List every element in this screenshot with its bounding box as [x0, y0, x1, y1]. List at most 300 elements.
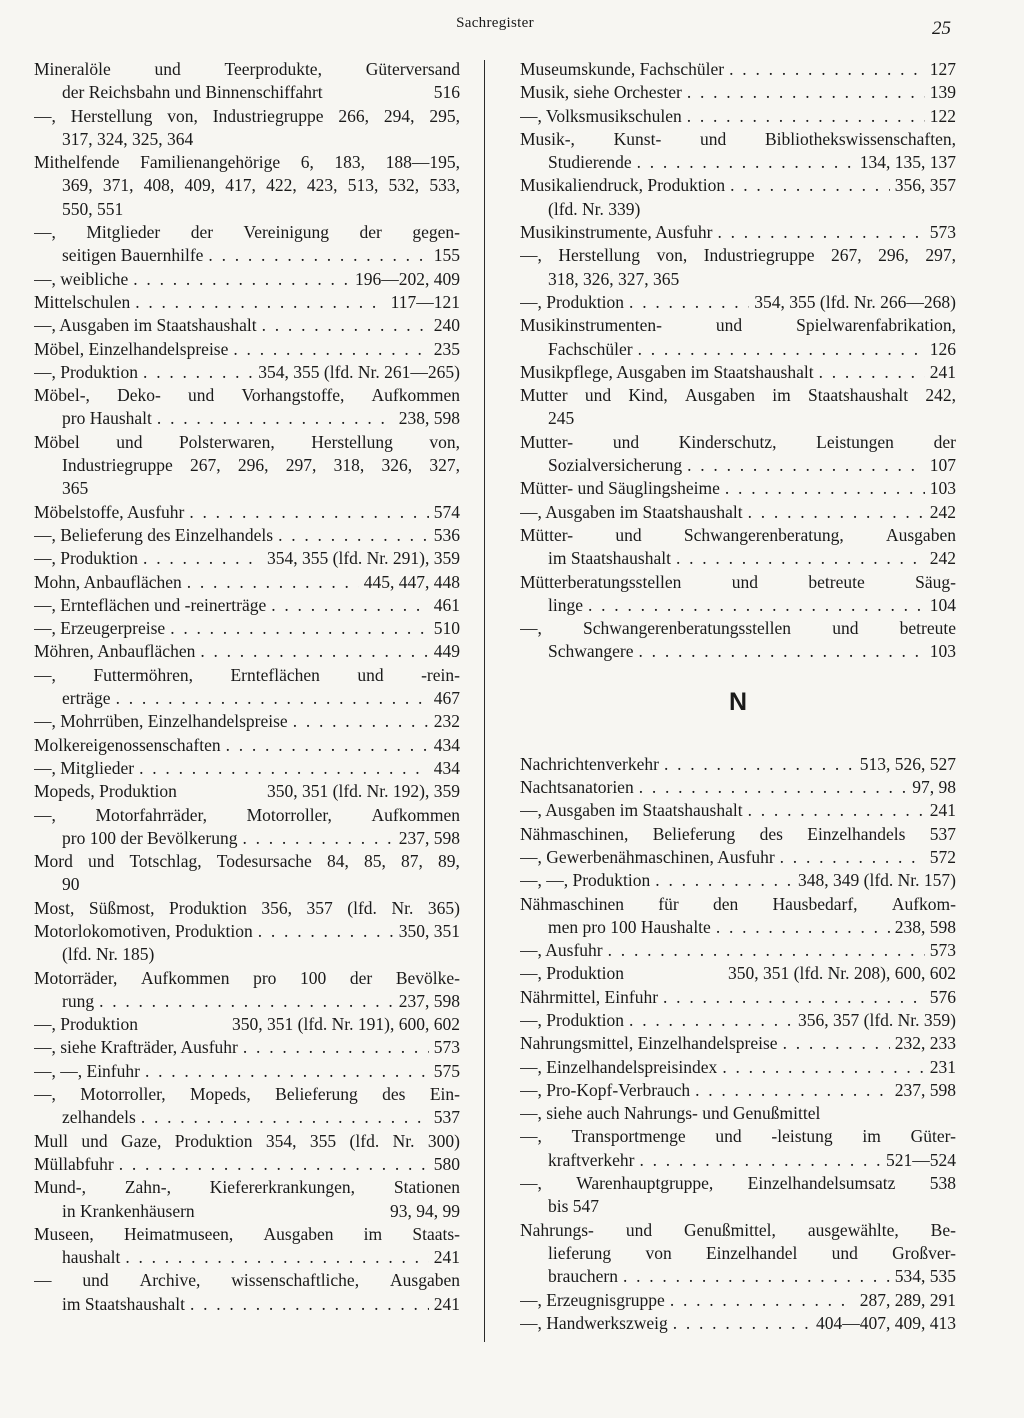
entry-word: 296, [237, 455, 269, 476]
index-entry [34, 291, 460, 314]
entry-word: Most, [34, 897, 75, 918]
page-reference: 242 [929, 548, 956, 569]
entry-continuation-line: 317, 324, 325, 364 [62, 128, 194, 149]
index-entry [34, 501, 460, 524]
index-entry [34, 617, 460, 640]
entry-word: Mütter- [520, 524, 574, 545]
page-reference: 350, 351 (lfd. Nr. 192), 359 [267, 781, 460, 802]
entry-word: Schwangerenberatung, [683, 524, 844, 545]
entry-term: erträge [62, 688, 111, 709]
entry-word: des [759, 823, 783, 844]
entry-word: Genußmittel, [684, 1219, 776, 1240]
entry-word: von [645, 1242, 672, 1263]
page-reference: 241 [433, 1247, 460, 1268]
entry-continuation-line: bis 547 [548, 1196, 600, 1217]
index-entry [520, 617, 956, 664]
index-entry [520, 869, 956, 892]
dot-leader [629, 291, 749, 314]
entry-continuation-line [520, 1242, 956, 1265]
entry-term: —, Pro-Kopf-Verbrauch [520, 1079, 691, 1100]
entry-term: Molkereigenossenschaften [34, 734, 221, 755]
entry-word: Museen, [34, 1223, 94, 1244]
dot-leader [208, 244, 428, 267]
index-entry [34, 221, 460, 268]
running-title: Sachregister [456, 15, 534, 31]
index-entry [520, 501, 956, 524]
entry-word: Güterversand [365, 59, 460, 79]
index-entry [34, 58, 460, 105]
right-column [520, 58, 956, 1335]
entry-word: und [700, 128, 727, 149]
entry-word: Industriegruppe [212, 105, 324, 126]
dot-leader [670, 1289, 855, 1312]
entry-word: und [715, 1126, 742, 1147]
entry-word: pro [253, 967, 277, 988]
entry-word: im [363, 1223, 383, 1244]
entry-continuation-line: 365 [62, 478, 89, 499]
entry-word: Produktion [174, 1130, 253, 1151]
page-reference: 231 [929, 1056, 956, 1077]
page-reference: 350, 351 (lfd. Nr. 191), 600, 602 [232, 1014, 460, 1035]
entry-term: —, Produktion [34, 548, 139, 569]
index-entry [34, 1060, 460, 1083]
entry-line [520, 174, 956, 197]
entry-line [520, 314, 956, 337]
dot-leader [638, 338, 925, 361]
entry-word: —, [520, 618, 542, 639]
entry-line [34, 850, 460, 873]
index-entry [34, 897, 460, 920]
index-entry [520, 361, 956, 384]
dot-leader [655, 869, 793, 892]
entry-word: des [382, 1084, 406, 1105]
entry-word: Aufkommen [140, 967, 230, 988]
entry-word: der [359, 222, 382, 243]
entry-word: 297, [925, 245, 956, 266]
index-entry [520, 1125, 956, 1172]
page-reference: 237, 598 [894, 1079, 956, 1100]
page-reference: 434 [433, 757, 460, 778]
entry-word: 369, [62, 175, 93, 196]
index-entry [520, 1056, 956, 1079]
entry-line [520, 823, 956, 846]
entry-line [520, 524, 956, 547]
entry-word: — [34, 1270, 52, 1291]
entry-line [520, 58, 956, 81]
dot-leader [637, 151, 855, 174]
entry-term: —, Gewerbenähmaschinen, Ausfuhr [520, 846, 775, 867]
entry-term: —, Erzeugerpreise [34, 618, 166, 639]
entry-term: Nahrungsmittel, Einzelhandelspreise [520, 1033, 778, 1054]
entry-word: Musikinstrumenten- [520, 315, 662, 336]
entry-line [34, 897, 460, 920]
index-entry [34, 268, 460, 291]
entry-word: Ein- [429, 1084, 460, 1105]
entry-word: -rein- [421, 664, 460, 685]
page-reference: 238, 598 [894, 916, 956, 937]
index-entry [34, 338, 460, 361]
entry-word: im [772, 385, 791, 406]
entry-line [34, 431, 460, 454]
entry-word: Archive, [139, 1270, 201, 1291]
page-reference: 122 [929, 105, 956, 126]
entry-line [520, 128, 956, 151]
entry-word: Todesursache [216, 851, 312, 872]
entry-term: Musikinstrumente, Ausfuhr [520, 222, 713, 243]
entry-word: gegen- [412, 222, 460, 243]
index-entry [34, 804, 460, 851]
entry-line [34, 780, 460, 803]
entry-word: Musik-, [520, 128, 575, 149]
page-reference: 467 [433, 688, 460, 709]
entry-term: Müllabfuhr [34, 1153, 114, 1174]
entry-word: —, [520, 245, 542, 266]
entry-line [34, 361, 460, 384]
dot-leader [187, 571, 359, 594]
entry-line [520, 869, 956, 892]
entry-word: 409, [184, 175, 216, 196]
page-reference: 356, 357 (lfd. Nr. 359) [798, 1009, 956, 1030]
index-entry [34, 1269, 460, 1316]
entry-line [34, 338, 460, 361]
entry-line [34, 1036, 460, 1059]
page-reference: 573 [929, 222, 956, 243]
entry-line [520, 501, 956, 524]
entry-word: 295, [429, 105, 460, 126]
entry-word: Herstellung [70, 105, 153, 126]
entry-word: 188—195, [385, 152, 460, 173]
entry-term: Musikaliendruck, Produktion [520, 175, 726, 196]
entry-word: 327, [429, 455, 460, 476]
entry-word: Motorräder, [34, 967, 118, 988]
entry-line [520, 291, 956, 314]
entry-continuation-line [520, 1265, 956, 1288]
page-reference: 516 [433, 82, 460, 103]
entry-word: Aufkommen [371, 804, 460, 825]
entry-word: —, [520, 1173, 542, 1194]
dot-leader [170, 617, 429, 640]
entry-line [520, 431, 956, 454]
entry-word: Mutter [520, 385, 568, 406]
entry-line [520, 617, 956, 640]
entry-continuation-line [34, 174, 460, 197]
dot-leader [143, 361, 253, 384]
page-reference: 232, 233 [894, 1033, 956, 1054]
entry-word: Spielwarenfabrikation, [796, 315, 956, 336]
entry-word: Warenhauptgruppe, [576, 1173, 714, 1194]
entry-line [520, 1056, 956, 1079]
entry-continuation-line [34, 1106, 460, 1129]
entry-word: —, [34, 804, 56, 825]
index-entry [34, 314, 460, 337]
entry-term: —, Einzelhandelspreisindex [520, 1056, 718, 1077]
index-entry [34, 757, 460, 780]
entry-word: 89, [438, 851, 460, 872]
entry-word: Produktion [169, 897, 247, 918]
index-entry [34, 780, 460, 803]
dot-leader [639, 776, 908, 799]
entry-line [520, 384, 956, 407]
entry-word: Ausgaben [685, 385, 755, 406]
entry-term: Studierende [548, 152, 632, 173]
page-reference: 573 [433, 1037, 460, 1058]
page-reference: 573 [929, 940, 956, 961]
index-entry [520, 1009, 956, 1032]
entry-line [34, 1153, 460, 1176]
index-entry [34, 594, 460, 617]
entry-term: —, Handwerkszweig [520, 1312, 668, 1333]
entry-term: —, Produktion [520, 1009, 625, 1030]
entry-word: Bevölke- [395, 967, 460, 988]
page-reference: 240 [433, 315, 460, 336]
dot-leader [293, 710, 429, 733]
entry-line [34, 291, 460, 314]
entry-continuation-line [34, 687, 460, 710]
entry-term: pro Haushalt [62, 408, 152, 429]
index-entry [520, 776, 956, 799]
entry-word: der [349, 967, 373, 988]
dot-leader [271, 594, 429, 617]
entry-line [520, 799, 956, 822]
index-entry [520, 823, 956, 846]
entry-word: -leistung [771, 1126, 833, 1147]
entry-word: für [658, 893, 679, 914]
entry-continuation-line [520, 916, 956, 939]
index-entry [520, 1079, 956, 1102]
entry-term: —, Ausfuhr [520, 940, 603, 961]
entry-word: Großver- [892, 1242, 956, 1263]
entry-word: Polsterwaren, [178, 431, 275, 452]
index-entry [520, 893, 956, 940]
entry-term: Musikpflege, Ausgaben im Staatshaushalt [520, 361, 814, 382]
entry-word: 87, [401, 851, 423, 872]
entry-word: Aufkom- [891, 893, 956, 914]
entry-word: 326, [381, 455, 413, 476]
page-reference: 434 [433, 734, 460, 755]
entry-word: 513, [347, 175, 379, 196]
entry-word: und [731, 571, 758, 592]
dot-leader [243, 1036, 429, 1059]
entry-term: —, Volksmusikschulen [520, 105, 682, 126]
dot-leader [783, 1032, 890, 1055]
index-entry [34, 1153, 460, 1176]
entry-continuation-line: 245 [548, 408, 575, 429]
entry-word: Vereinigung [243, 222, 330, 243]
entry-term: Möbelstoffe, Ausfuhr [34, 501, 185, 522]
page-reference: 580 [433, 1153, 460, 1174]
page-reference: 536 [433, 524, 460, 545]
entry-word: Mütterberatungsstellen [520, 571, 682, 592]
dot-leader [133, 268, 350, 291]
dot-leader [119, 1153, 429, 1176]
page-reference: 354, 355 (lfd. Nr. 291), 359 [267, 548, 460, 569]
entry-word: betreute [808, 571, 865, 592]
index-entry [34, 1036, 460, 1059]
dot-leader [687, 81, 925, 104]
entry-word: und [715, 315, 743, 336]
index-entry [520, 291, 956, 314]
entry-word: 371, [102, 175, 134, 196]
entry-word: und [154, 59, 181, 79]
dot-leader [722, 1056, 924, 1079]
entry-line [34, 1130, 460, 1153]
page-reference: 196—202, 409 [355, 268, 460, 289]
entry-word: lieferung [548, 1242, 612, 1263]
dot-leader [663, 986, 925, 1009]
index-entry [520, 571, 956, 618]
index-entry [520, 244, 956, 291]
entry-word: und [615, 524, 642, 545]
index-entry [34, 571, 460, 594]
dot-leader [780, 846, 925, 869]
entry-term: men pro 100 Haushalte [548, 916, 711, 937]
entry-word: 266, [338, 105, 370, 126]
entry-continuation-line [520, 1149, 956, 1172]
entry-word: 423, [306, 175, 338, 196]
entry-word: Leistungen [816, 431, 894, 452]
entry-line [34, 920, 460, 943]
entry-term: der Reichsbahn und Binnenschiffahrt [62, 82, 323, 103]
page-reference: 348, 349 (lfd. Nr. 157) [798, 870, 956, 891]
entry-word: den [712, 893, 739, 914]
dot-leader [687, 454, 925, 477]
entry-word: Deko- [117, 385, 161, 406]
entry-word: Industriegruppe [703, 245, 815, 266]
entry-word: —, [34, 664, 56, 685]
entry-line [520, 1312, 956, 1335]
entry-word: Nähmaschinen [520, 893, 624, 914]
page-reference: 237, 598 [398, 827, 460, 848]
entry-word: 417, [225, 175, 256, 196]
entry-term: Fachschüler [548, 338, 633, 359]
entry-term: —, Produktion [520, 963, 625, 984]
entry-word: Kiefererkrankungen, [209, 1177, 356, 1198]
entry-line [34, 1013, 460, 1036]
entry-line [34, 571, 460, 594]
entry-word: 296, [878, 245, 909, 266]
index-entry [520, 846, 956, 869]
entry-word: 354, [265, 1130, 297, 1151]
index-entry [34, 1223, 460, 1270]
entry-term: Mohn, Anbauflächen [34, 571, 182, 592]
entry-word: Mineralöle [34, 59, 111, 79]
entry-term: —, Mitglieder [34, 757, 135, 778]
page-reference: 575 [433, 1060, 460, 1081]
dot-leader [588, 594, 925, 617]
entry-word: Futtermöhren, [93, 664, 193, 685]
dot-leader [748, 799, 925, 822]
entry-word: Süßmost, [88, 897, 155, 918]
entry-word: und [625, 1219, 653, 1240]
entry-word: —, [520, 1126, 542, 1147]
dot-leader [242, 827, 393, 850]
entry-line [520, 1079, 956, 1102]
dot-leader [190, 1293, 429, 1316]
entry-term: in Krankenhäusern [62, 1200, 195, 1221]
entry-continuation-line: 318, 326, 327, 365 [548, 268, 680, 289]
index-entry [520, 1172, 956, 1219]
entry-line [34, 151, 460, 174]
page-number: 25 [932, 18, 951, 39]
index-entry [34, 547, 460, 570]
entry-term: Museumskunde, Fachschüler [520, 59, 725, 79]
entry-line [520, 1032, 956, 1055]
dot-leader [139, 757, 429, 780]
entry-line [34, 1269, 460, 1292]
index-entry [520, 58, 956, 81]
dot-leader [629, 1009, 793, 1032]
dot-leader [676, 547, 925, 570]
page-reference: 155 [433, 245, 460, 266]
index-entry [34, 734, 460, 757]
entry-word: Motorroller, [80, 1084, 166, 1105]
dot-leader [819, 361, 925, 384]
dot-leader [730, 174, 890, 197]
entry-word: Ausgaben [885, 524, 956, 545]
entry-term: —, —, Einfuhr [34, 1060, 140, 1081]
column-divider [484, 60, 485, 1342]
entry-word: Motorfahrräder, [95, 804, 208, 825]
page-reference: 350, 351 [398, 920, 460, 941]
entry-line [520, 361, 956, 384]
entry-continuation-line [520, 547, 956, 570]
dot-leader [145, 1060, 429, 1083]
entry-term: haushalt [62, 1247, 121, 1268]
entry-word: ausgewählte, [807, 1219, 899, 1240]
entry-word: Motorroller, [246, 804, 332, 825]
left-column [34, 58, 460, 1316]
dot-leader [226, 734, 429, 757]
entry-word: der [190, 222, 214, 243]
page-reference: 139 [929, 82, 956, 103]
index-entry [520, 753, 956, 776]
section-m-entries [520, 58, 956, 664]
entry-line [34, 664, 460, 687]
index-entry [520, 1312, 956, 1335]
entry-term: Sozialversicherung [548, 455, 683, 476]
index-entry [520, 1219, 956, 1289]
entry-line [34, 1176, 460, 1199]
entry-line [520, 1009, 956, 1032]
entry-word: Zahn-, [124, 1177, 171, 1198]
entry-word: 297, [285, 455, 317, 476]
entry-word: und [88, 851, 115, 872]
entry-line [520, 105, 956, 128]
page-reference: 107 [929, 455, 956, 476]
dot-leader [718, 221, 925, 244]
entry-word: 318, [333, 455, 365, 476]
entry-word: und [584, 385, 612, 406]
entry-term: Schwangere [548, 641, 634, 662]
page-reference: 242 [929, 501, 956, 522]
entry-line [34, 617, 460, 640]
page-reference: 404—407, 409, 413 [816, 1312, 956, 1333]
entry-term: Mittelschulen [34, 291, 131, 312]
page-reference: 235 [433, 338, 460, 359]
dot-leader [748, 501, 925, 524]
entry-word: Staats- [412, 1223, 460, 1244]
entry-word: Mutter- [520, 431, 574, 452]
index-entry [34, 967, 460, 1014]
entry-word: 537 [929, 823, 956, 844]
index-entry [520, 1102, 956, 1125]
entry-term: —, —, Produktion [520, 870, 651, 891]
entry-term: im Staatshaushalt [62, 1293, 185, 1314]
entry-term: Nachtsanatorien [520, 777, 634, 798]
entry-word: —, [34, 1084, 56, 1105]
entry-word: wissenschaftliche, [231, 1270, 360, 1291]
index-entry [520, 477, 956, 500]
